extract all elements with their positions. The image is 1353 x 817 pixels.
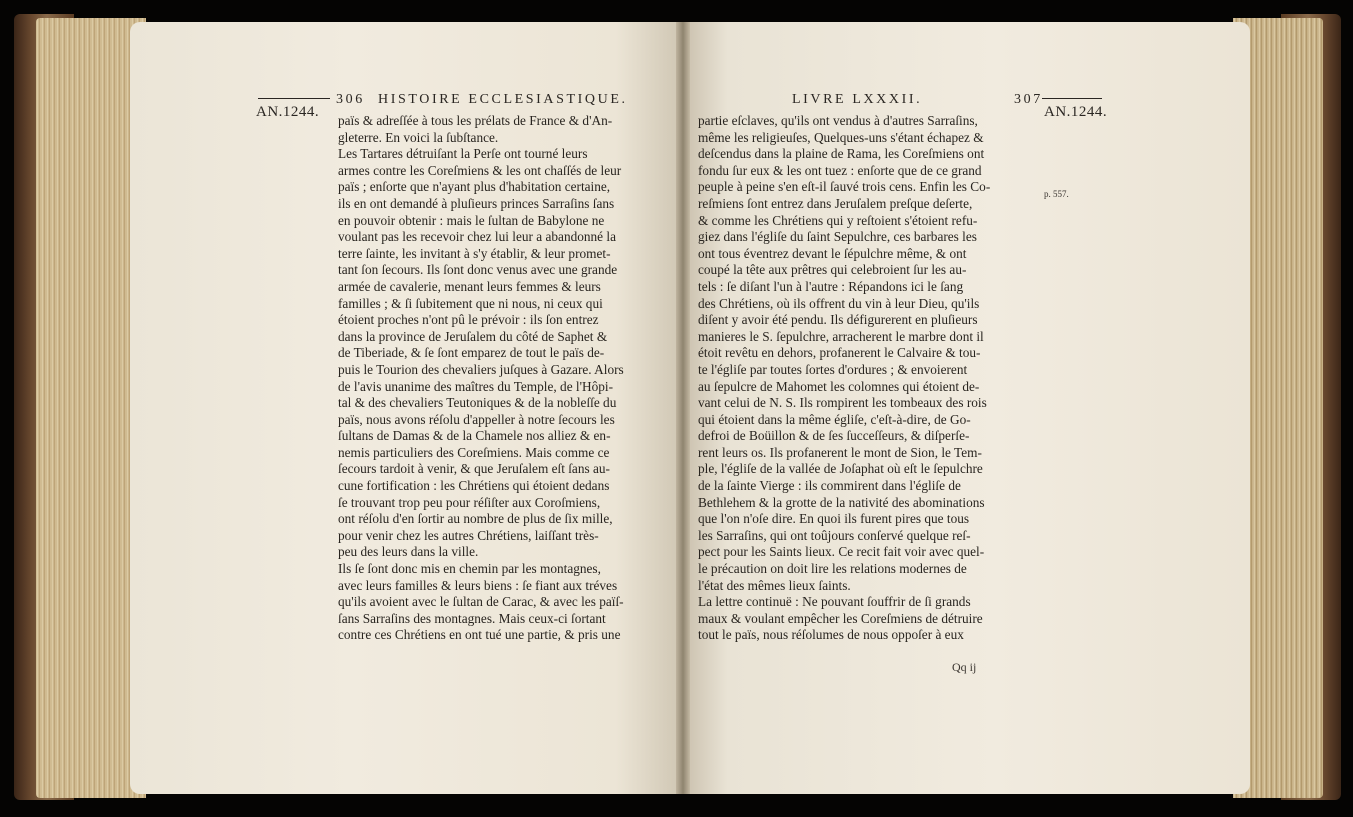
- text-line: Bethlehem & la grotte de la nativité des abominations: [698, 494, 985, 510]
- text-line: les Sarraſins, qui ont toûjours conſervé quelque reſ-: [698, 527, 971, 543]
- text-line: dans la province de Jeruſalem du côté de Saphet &: [338, 328, 608, 344]
- text-line: le précaution on doit lire les relations modernes de: [698, 561, 967, 577]
- text-line: ſe trouvant trop peu pour réſiſter aux Coroſmiens,: [338, 494, 601, 510]
- text-line: ſecours tardoit à venir, & que Jeruſalem eſt ſans au-: [338, 461, 610, 477]
- text-line: Les Tartares détruiſant la Perſe ont tourné leurs: [338, 146, 588, 162]
- text-line: te l'égliſe par toutes ſortes d'ordures ; & envoierent: [698, 361, 968, 377]
- text-line: armée de cavalerie, menant leurs femmes & leurs: [338, 278, 601, 294]
- text-line: tant ſon ſecours. Ils ſont donc venus avec une grande: [338, 262, 618, 278]
- side-reference: p. 557.: [1044, 189, 1069, 199]
- text-line: vant celui de N. S. Ils rompirent les tombeaux des rois: [698, 395, 987, 411]
- text-line: que l'on n'oſe dire. En quoi ils furent pires que tous: [698, 511, 970, 527]
- text-line: tout le païs, nous réſolumes de nous oppoſer à eux: [698, 627, 964, 643]
- text-line: tal & des chevaliers Teutoniques & de la nobleſſe du: [338, 395, 617, 411]
- text-line: qui étoient dans la même égliſe, c'eſt-à-dire, de Go-: [698, 411, 971, 427]
- text-line: deſcendus dans la plaine de Rama, les Coreſmiens ont: [698, 146, 985, 162]
- text-line: fondu ſur eux & les ont tuez : enſorte que de ce grand: [698, 162, 982, 178]
- text-line: pect pour les Saints lieux. Ce recit fait voir avec quel-: [698, 544, 985, 560]
- running-head-right: LIVRE LXXXII.: [792, 92, 923, 107]
- text-line: reſmiens ſont entrez dans Jeruſalem preſque deſerte,: [698, 195, 973, 211]
- text-line: même les religieuſes, Quelques-uns s'étant échapez &: [698, 129, 984, 145]
- text-line: terre ſainte, les invitant à s'y établir, & leur promet-: [338, 245, 611, 261]
- text-line: tels : ſe diſant l'un à l'autre : Répandons ici le ſang: [698, 278, 964, 294]
- signature-mark: Qq ij: [952, 660, 977, 674]
- text-line: l'état des mêmes lieux ſaints.: [698, 577, 851, 593]
- text-line: pour venir chez les autres Chrétiens, laiſſant très-: [338, 527, 599, 543]
- margin-rule-left: [258, 98, 330, 99]
- text-line: païs & adreſſée à tous les prélats de France & d'An-: [338, 113, 613, 128]
- text-line: peu des leurs dans la ville.: [338, 544, 479, 560]
- text-line: qu'ils avoient avec le ſultan de Carac, & avec les païſ-: [338, 594, 624, 610]
- text-line: de l'avis unanime des maîtres du Temple, de l'Hôpi-: [338, 378, 614, 394]
- text-line: voulant pas les recevoir chez lui leur a abandonné la: [338, 229, 617, 245]
- page-number-left: 306: [336, 92, 365, 107]
- text-line: armes contre les Coreſmiens & les ont chaſſés de leur: [338, 162, 622, 178]
- text-line: ont réſolu d'en ſortir au nombre de plus de ſix mille,: [338, 511, 613, 527]
- text-line: puis le Tourion des chevaliers juſques à Gazare. Alors: [338, 361, 624, 377]
- text-line: giez dans l'égliſe du ſaint Sepulchre, ces barbares les: [698, 229, 977, 245]
- margin-year-left: AN.1244.: [256, 104, 320, 120]
- right-page-text: [698, 113, 1036, 644]
- text-line: de la ſainte Vierge : ils commirent dans l'égliſe de: [698, 478, 961, 494]
- text-line: païs ; enſorte que n'ayant plus d'habitation certaine,: [338, 179, 611, 195]
- page-number-right: 307: [1014, 92, 1043, 107]
- text-line: & comme les Chrétiens qui y reſtoient s'étoient refu-: [698, 212, 978, 228]
- margin-rule-right: [1042, 98, 1102, 99]
- text-line: cune fortification : les Chrétiens qui étoient dedans: [338, 478, 610, 494]
- text-line: gleterre. En voici la ſubſtance.: [338, 129, 499, 145]
- text-line: coupé la tête aux prêtres qui celebroient ſur les au-: [698, 262, 967, 278]
- book-gutter: [676, 22, 690, 794]
- text-line: peuple à peine s'en eſt-il ſauvé trois cens. Enfin les Co-: [698, 179, 991, 195]
- left-page-text: [338, 113, 660, 644]
- text-line: païs, nous avons réſolu d'appeller à notre ſecours les: [338, 411, 615, 427]
- text-line: La lettre continuë : Ne pouvant ſouffrir de ſi grands: [698, 594, 971, 610]
- text-line: au ſepulcre de Mahomet les colomnes qui étoient de-: [698, 378, 980, 394]
- text-line: étoit revêtu en dehors, profanerent le Calvaire & tou-: [698, 345, 981, 361]
- text-line: maux & voulant empêcher les Coreſmiens de détruire: [698, 610, 983, 626]
- text-line: étoient proches n'ont pû le prévoir : ils ſon entrez: [338, 312, 599, 328]
- text-line: Ils ſe ſont donc mis en chemin par les montagnes,: [338, 561, 601, 577]
- margin-year-right: AN.1244.: [1044, 104, 1108, 120]
- text-line: contre ces Chrétiens en ont tué une partie, & pris une: [338, 627, 621, 643]
- text-line: ſultans de Damas & de la Chamele nos alliez & en-: [338, 428, 611, 444]
- text-line: ſans Sarraſins des montagnes. Mais ceux-ci ſortant: [338, 610, 606, 626]
- text-line: avec leurs familles & leurs biens : ſe fiant aux tréves: [338, 577, 618, 593]
- text-line: rent leurs os. Ils profanerent le mont de Sion, le Tem-: [698, 444, 982, 460]
- text-line: diſent y avoir été pendu. Ils défigurerent en pluſieurs: [698, 312, 978, 328]
- text-line: ils en ont demandé à pluſieurs princes Sarraſins ſans: [338, 195, 615, 211]
- text-line: defroi de Boüillon & de ſes ſucceſſeurs, & diſperſe-: [698, 428, 970, 444]
- text-line: manieres le S. ſepulchre, arracherent le marbre dont il: [698, 328, 984, 344]
- text-line: familles ; & ſi ſubitement que ni nous, ni ceux qui: [338, 295, 603, 311]
- text-line: nemis particuliers des Coreſmiens. Mais comme ce: [338, 444, 610, 460]
- text-line: en pouvoir obtenir : mais le ſultan de Babylone ne: [338, 212, 605, 228]
- text-line: partie eſclaves, qu'ils ont vendus à d'autres Sarraſins,: [698, 113, 978, 128]
- text-line: ont tous éventrez devant le ſépulchre même, & ont: [698, 245, 967, 261]
- text-line: ple, l'égliſe de la vallée de Joſaphat où eſt le ſepulchre: [698, 461, 983, 477]
- running-head-left: HISTOIRE ECCLESIASTIQUE.: [378, 92, 628, 107]
- text-line: de Tiberiade, & ſe ſont emparez de tout le païs de-: [338, 345, 605, 361]
- text-line: des Chrétiens, où ils offrent du vin à leur Dieu, qu'ils: [698, 295, 980, 311]
